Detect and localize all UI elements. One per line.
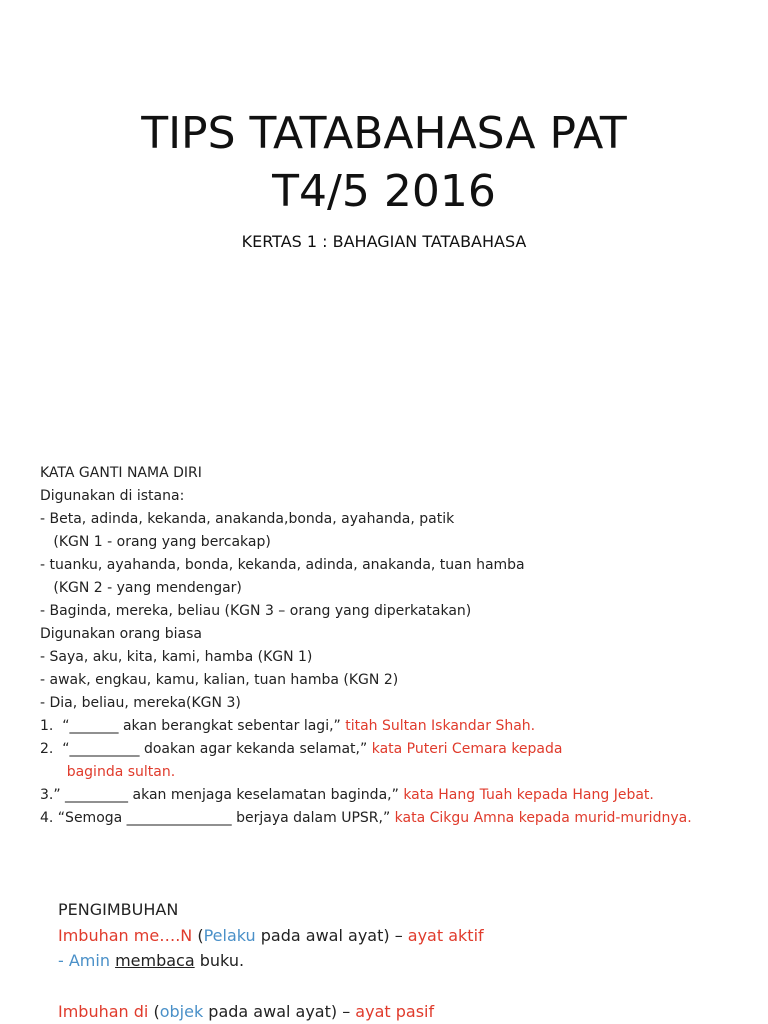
pasif-label: ayat pasif: [355, 1001, 435, 1021]
example-verb: membaca: [115, 951, 195, 970]
pasif-middle: pada awal ayat) –: [203, 1001, 356, 1021]
question-2-speaker: kata Puteri Cemara kepada: [371, 741, 563, 757]
ayat-pasif-rule: [58, 999, 484, 1024]
pasif-open-paren: (: [148, 1001, 160, 1021]
document-title-line-2: T4/5 2016: [272, 166, 496, 217]
question-3: [40, 784, 692, 807]
spacer: [58, 974, 484, 999]
istana-item-2: - tuanku, ayahanda, bonda, kekanda, adinda, anakanda, tuan hamba: [40, 557, 525, 573]
example-dash: -: [58, 951, 69, 970]
aktif-pelaku: Pelaku: [203, 925, 256, 945]
question-1: [40, 715, 692, 738]
kgnd-notes-block: [40, 462, 692, 830]
istana-item-1-note: (KGN 1 - orang yang bercakap): [40, 534, 271, 550]
ayat-aktif-rule: [58, 923, 484, 949]
biasa-label: Digunakan orang biasa: [40, 626, 202, 642]
question-4-speaker: kata Cikgu Amna kepada murid-muridnya.: [394, 810, 692, 826]
pasif-prefix: Imbuhan di: [58, 1001, 149, 1021]
aktif-label: ayat aktif: [407, 925, 484, 945]
question-3-speaker: kata Hang Tuah kepada Hang Jebat.: [403, 787, 654, 803]
biasa-item-3: - Dia, beliau, mereka(KGN 3): [40, 695, 241, 711]
istana-item-2-note: (KGN 2 - yang mendengar): [40, 580, 242, 596]
document-subtitle: KERTAS 1 : BAHAGIAN TATABAHASA: [241, 232, 527, 251]
question-4-text: 4. “Semoga _______________ berjaya dalam UPSR,”: [40, 810, 395, 826]
aktif-prefix: Imbuhan me….N: [58, 925, 193, 945]
example-rest: buku.: [194, 951, 245, 970]
question-2-speaker-continued: baginda sultan.: [40, 764, 176, 780]
istana-item-3: - Baginda, mereka, beliau (KGN 3 – orang yang diperkatakan): [40, 603, 472, 619]
istana-label: Digunakan di istana:: [40, 488, 185, 504]
pengimbuhan-heading: PENGIMBUHAN: [58, 900, 179, 919]
biasa-item-1: - Saya, aku, kita, kami, hamba (KGN 1): [40, 649, 313, 665]
aktif-middle: pada awal ayat) –: [255, 925, 408, 945]
example-subject: Amin: [68, 951, 110, 970]
question-1-speaker: titah Sultan Iskandar Shah.: [345, 718, 536, 734]
question-4: [40, 807, 692, 830]
document-title-line-1: TIPS TATABAHASA PAT: [141, 108, 627, 159]
ayat-aktif-example: [58, 948, 484, 974]
biasa-item-2: - awak, engkau, kamu, kalian, tuan hamba (KGN 2): [40, 672, 399, 688]
question-1-text: 1. “_______ akan berangkat sebentar lagi,”: [40, 718, 346, 734]
pengimbuhan-block: [58, 897, 484, 1024]
question-2: [40, 738, 692, 761]
question-2-text: 2. “__________ doakan agar kekanda selamat,”: [40, 741, 372, 757]
question-3-text: 3.” _________ akan menjaga keselamatan baginda,”: [40, 787, 404, 803]
aktif-open-paren: (: [192, 925, 204, 945]
kgnd-heading: KATA GANTI NAMA DIRI: [40, 465, 202, 481]
istana-item-1: - Beta, adinda, kekanda, anakanda,bonda, ayahanda, patik: [40, 511, 455, 527]
pasif-objek: objek: [159, 1001, 204, 1021]
